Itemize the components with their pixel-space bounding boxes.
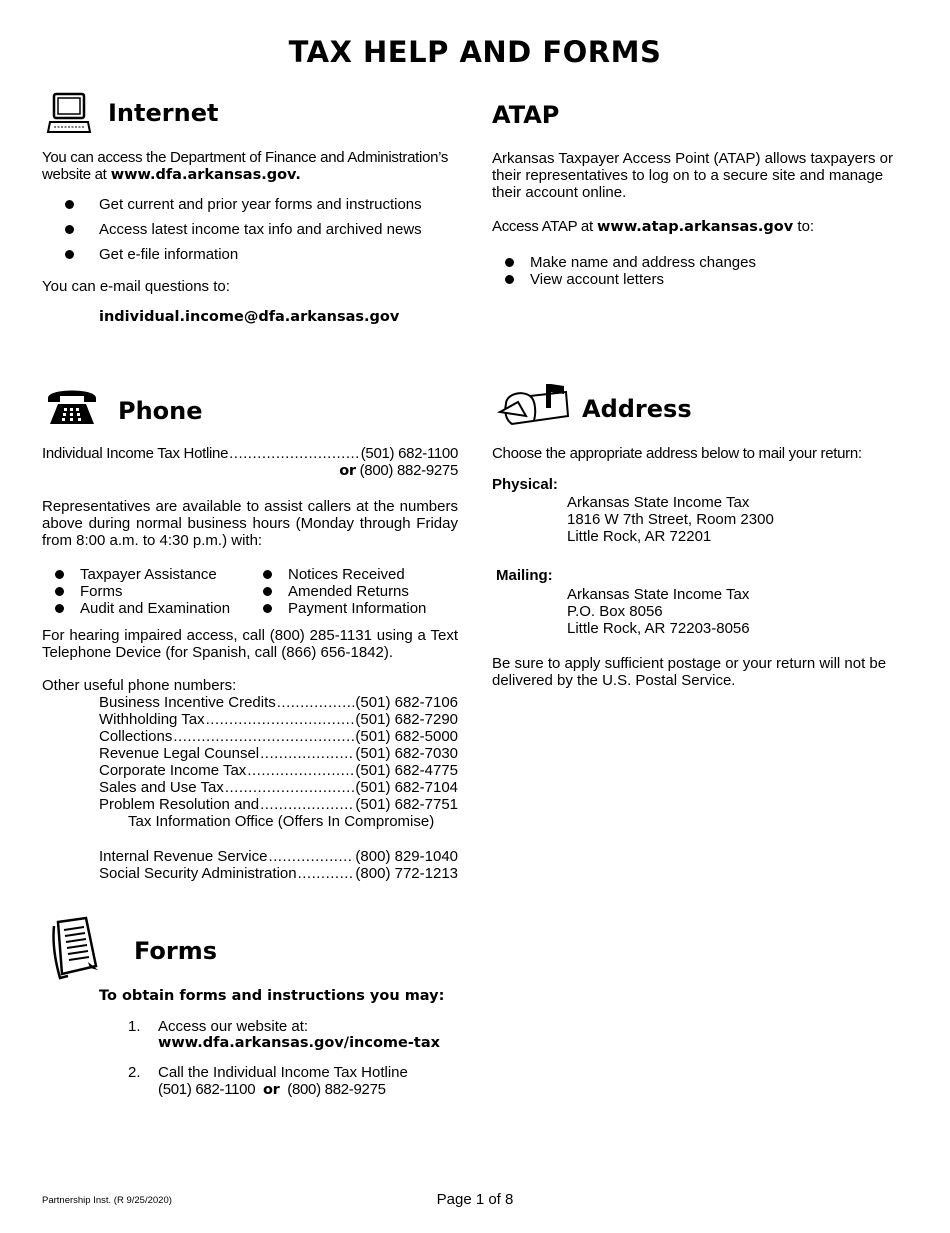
internet-intro: You can access the Department of Finance and Administration’s website at www.dfa.arkansas.gov.: [42, 149, 449, 183]
table-row: Revenue Legal Counsel ..... (501) 682-7030: [99, 745, 458, 762]
hotline-number: (501) 682-1100: [360, 445, 458, 462]
table-row: Social Security Administration ..... (800) 772-1213: [99, 865, 458, 882]
list-item: Get e-file information: [42, 246, 460, 263]
document-icon: [52, 916, 102, 980]
address-heading: Address: [582, 395, 692, 423]
list-item: 1. Access our website at: www.dfa.arkansas.gov/income-tax: [128, 1018, 482, 1052]
atap-heading: ATAP: [492, 101, 560, 129]
forms-section: [42, 916, 482, 1099]
atap-access: Access ATAP at www.atap.arkansas.gov to:: [492, 218, 815, 235]
list-item: Access latest income tax info and archived news: [42, 221, 460, 238]
table-row: Internal Revenue Service ..... (800) 829-1040: [99, 848, 458, 865]
phone-section: [42, 382, 458, 882]
forms-heading: Forms: [134, 937, 218, 965]
list-item: Amended Returns: [250, 583, 426, 600]
list-item: View account letters: [492, 271, 910, 288]
internet-heading: Internet: [108, 99, 219, 127]
physical-address: Arkansas State Income Tax 1816 W 7th Street, Room 2300 Little Rock, AR 72201: [567, 494, 774, 545]
other-numbers-label: Other useful phone numbers:: [42, 677, 237, 694]
postage-note: Be sure to apply sufficient postage or your return will not be delivered by the U.S. Postal Service.: [492, 655, 887, 689]
hotline-alt-row: or (800) 882-9275: [339, 462, 458, 479]
dfa-website-link[interactable]: www.dfa.arkansas.gov.: [110, 167, 301, 183]
list-item: Get current and prior year forms and instructions: [42, 196, 460, 213]
address-intro: Choose the appropriate address below to mail your return:: [492, 445, 862, 462]
services-list: [42, 566, 458, 617]
hotline-row: Individual Income Tax Hotline ..... (501) 682-1100: [42, 445, 458, 462]
page-title: TAX HELP AND FORMS: [288, 35, 662, 69]
list-item: Taxpayer Assistance: [42, 566, 250, 583]
table-row: Corporate Income Tax ..... (501) 682-4775: [99, 762, 458, 779]
phone-directory: [42, 694, 458, 882]
table-row: Withholding Tax ..... (501) 682-7290: [99, 711, 458, 728]
hearing-impaired-text: For hearing impaired access, call (800) 285-1131 using a Text Telephone Device (for Spanish, call (866) 656-1842).: [42, 627, 458, 661]
computer-icon: [46, 92, 92, 134]
table-row: Business Incentive Credits ..... (501) 682-7106: [99, 694, 458, 711]
list-item: Forms: [42, 583, 250, 600]
table-row: Problem Resolution and ..... (501) 682-7751: [99, 796, 458, 813]
hotline-alt-number: (800) 882-9275: [359, 462, 458, 479]
list-item: Notices Received: [250, 566, 426, 583]
atap-bullets: [492, 254, 910, 288]
email-intro: You can e-mail questions to:: [42, 278, 230, 295]
forms-subheading: To obtain forms and instructions you may:: [99, 988, 445, 1004]
income-tax-link[interactable]: www.dfa.arkansas.gov/income-tax: [158, 1035, 440, 1051]
address-section: [492, 380, 910, 689]
atap-description: Arkansas Taxpayer Access Point (ATAP) allows taxpayers or their representatives to log on to a secure site and manage their account online.: [492, 150, 893, 201]
atap-section: [492, 92, 910, 288]
atap-website-link[interactable]: www.atap.arkansas.gov: [597, 219, 794, 235]
table-row: Sales and Use Tax ..... (501) 682-7104: [99, 779, 458, 796]
hotline-block: [42, 445, 458, 480]
internet-bullets: [42, 196, 460, 263]
phone-heading: Phone: [118, 397, 203, 425]
list-item: Payment Information: [250, 600, 426, 617]
email-link[interactable]: individual.income@dfa.arkansas.gov: [99, 309, 400, 325]
tax-office-line: Tax Information Office (Offers In Compromise): [128, 813, 435, 830]
telephone-icon: [44, 384, 100, 426]
list-item: Audit and Examination: [42, 600, 250, 617]
footer-form-id: Partnership Inst. (R 9/25/2020): [42, 1195, 172, 1206]
list-item: Make name and address changes: [492, 254, 910, 271]
forms-steps: [42, 1018, 482, 1099]
physical-label: Physical:: [492, 476, 558, 493]
internet-section: [42, 92, 460, 326]
list-item: 2. Call the Individual Income Tax Hotline (501) 682-1100 or (800) 882-9275: [128, 1064, 408, 1098]
representatives-text: Representatives are available to assist callers at the numbers above during normal business hours (Monday through Friday from 8:00 a.m. to 4:30 p.m.) with:: [42, 498, 458, 549]
page-number: Page 1 of 8: [436, 1191, 514, 1208]
mailing-address: Arkansas State Income Tax P.O. Box 8056 Little Rock, AR 72203-8056: [567, 586, 750, 637]
mailbox-icon: [496, 380, 572, 428]
table-row: Collections ..... (501) 682-5000: [99, 728, 458, 745]
mailing-label: Mailing:: [496, 567, 553, 584]
